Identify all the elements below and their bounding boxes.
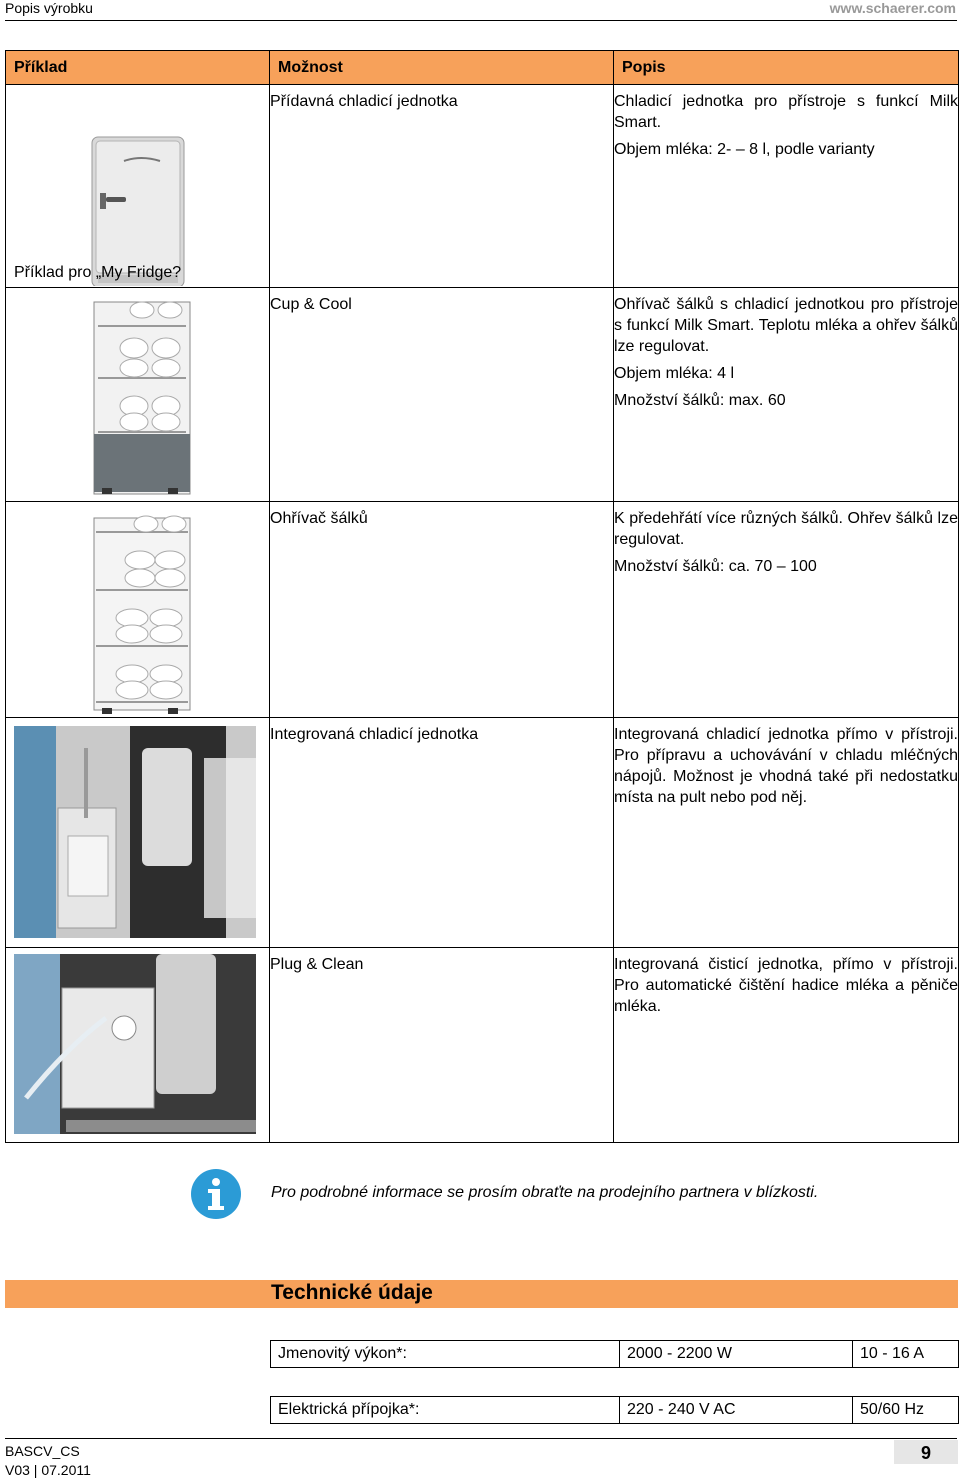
example-caption: Příklad pro „My Fridge? (14, 264, 182, 281)
header-section-title: Popis výrobku (5, 0, 93, 16)
option-name: Ohřívač šálků (270, 502, 614, 718)
spec-value: 10 - 16 A (853, 1341, 959, 1368)
description-line: Integrovaná čisticí jednotka, přímo v přístroji. Pro automatické čištění hadice mléka a pěniče mléka. (614, 956, 958, 1015)
table-row (6, 288, 959, 502)
description-line: Integrovaná chladicí jednotka přímo v přístroji. Pro přípravu a uchovávání v chladu mléčných nápojů. Možnost je vhodná také při nedostatku místa na pult nebo pod něj. (614, 726, 958, 806)
options-table (5, 50, 959, 1143)
cup-cool-image (6, 288, 268, 500)
header-website[interactable]: www.schaerer.com (829, 0, 956, 16)
info-icon (190, 1168, 242, 1220)
spec-table-power (270, 1340, 959, 1368)
spec-value: 50/60 Hz (853, 1397, 959, 1424)
page-number: 9 (894, 1440, 958, 1464)
info-note: Pro podrobné informace se prosím obraťte na prodejního partnera v blízkosti. (271, 1184, 819, 1201)
description-line: Objem mléka: 4 l (614, 365, 735, 382)
table-row (6, 948, 959, 1143)
description-line: Množství šálků: ca. 70 – 100 (614, 558, 817, 575)
table-row (271, 1397, 959, 1424)
example-cell (6, 85, 270, 288)
option-description (614, 718, 959, 948)
integrated-cooling-image (6, 718, 268, 946)
footer-info (5, 1442, 91, 1480)
column-header: Možnost (270, 51, 614, 85)
option-description (614, 502, 959, 718)
option-name: Integrovaná chladicí jednotka (270, 718, 614, 948)
option-description (614, 948, 959, 1143)
fridge-image (6, 85, 268, 286)
spec-value: 220 - 240 V AC (620, 1397, 853, 1424)
option-description (614, 288, 959, 502)
section-title: Technické údaje (271, 1281, 433, 1304)
option-name: Plug & Clean (270, 948, 614, 1143)
table-row (271, 1341, 959, 1368)
description-line: Ohřívač šálků s chladicí jednotkou pro přístroje s funkcí Milk Smart. Teplotu mléka a ohřev šálků lze regulovat. (614, 296, 958, 355)
description-line: K předehřátí více různých šálků. Ohřev šálků lze regulovat. (614, 510, 958, 548)
description-line: Množství šálků: max. 60 (614, 392, 786, 409)
table-header-row (6, 51, 959, 85)
option-description (614, 85, 959, 288)
description-line: Objem mléka: 2- – 8 l, podle varianty (614, 141, 875, 158)
spec-label: Jmenovitý výkon*: (271, 1341, 620, 1368)
plug-clean-image (6, 948, 268, 1141)
column-header: Příklad (6, 51, 270, 85)
spec-label: Elektrická přípojka*: (271, 1397, 620, 1424)
option-name: Cup & Cool (270, 288, 614, 502)
example-cell (6, 288, 270, 502)
footer-version: V03 | 07.2011 (5, 1462, 91, 1478)
table-row (6, 718, 959, 948)
footer-rule (5, 1438, 957, 1439)
example-cell (6, 718, 270, 948)
example-cell (6, 502, 270, 718)
section-bar (5, 1280, 958, 1308)
example-cell (6, 948, 270, 1143)
header-rule (5, 20, 957, 21)
footer-doc-code: BASCV_CS (5, 1443, 80, 1459)
column-header: Popis (614, 51, 959, 85)
table-row (6, 85, 959, 288)
spec-value: 2000 - 2200 W (620, 1341, 853, 1368)
cup-warmer-image (6, 502, 268, 716)
option-name: Přídavná chladicí jednotka (270, 85, 614, 288)
spec-table-connection (270, 1396, 959, 1424)
description-line: Chladicí jednotka pro přístroje s funkcí Milk Smart. (614, 93, 958, 131)
table-row (6, 502, 959, 718)
